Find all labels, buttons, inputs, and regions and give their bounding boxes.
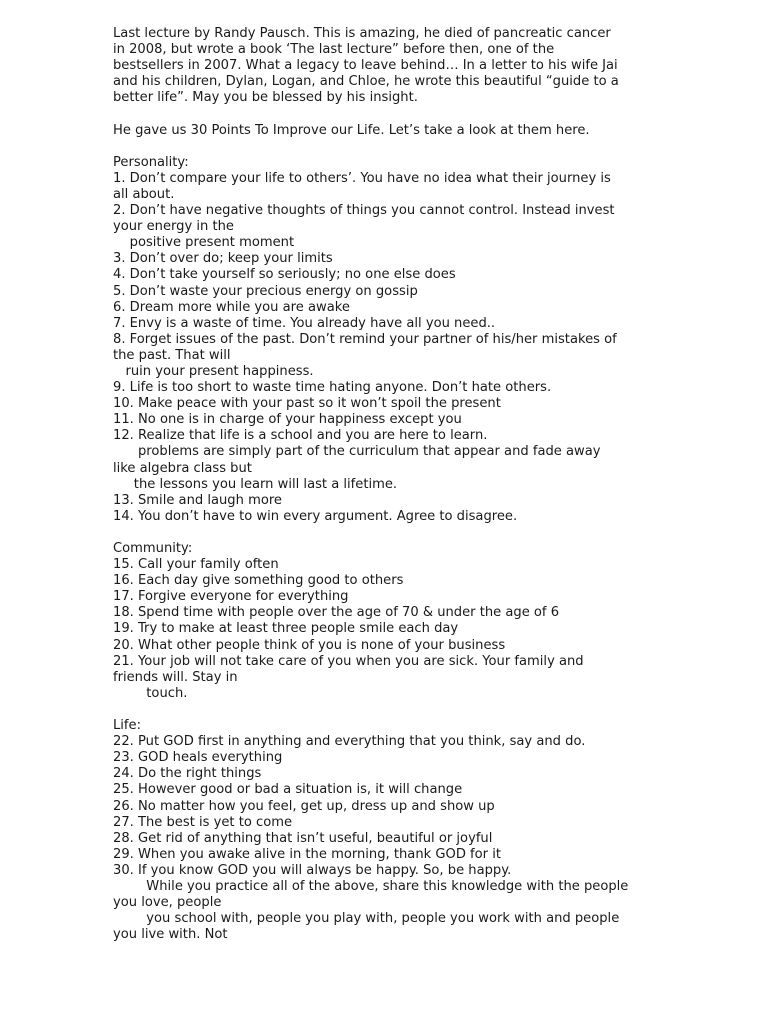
section-heading: Community: [113, 541, 193, 556]
list-item: 6. Dream more while you are awake [113, 299, 350, 315]
paragraph-gap [113, 106, 658, 122]
list-item: touch. [113, 685, 188, 701]
document-body [113, 26, 658, 943]
list-item: 1. Don’t compare your life to others’. You have no idea what their journey is [113, 170, 611, 186]
list-item: positive present moment [113, 235, 295, 251]
list-item: you school with, people you play with, people you work with and people [113, 911, 620, 927]
section-life [113, 718, 658, 943]
list-item: 10. Make peace with your past so it won’t spoil the present [113, 396, 501, 412]
list-item: friends will. Stay in [113, 669, 238, 685]
list-item: 17. Forgive everyone for everything [113, 589, 349, 605]
intro-line: better life”. May you be blessed by his insight. [113, 90, 418, 106]
list-item: like algebra class but [113, 460, 252, 476]
section-heading: Personality: [113, 154, 189, 170]
list-item: While you practice all of the above, share this knowledge with the people [113, 878, 629, 894]
intro-line: Last lecture by Randy Pausch. This is amazing, he died of pancreatic cancer [113, 26, 611, 41]
list-item: 23. GOD heals everything [113, 750, 283, 766]
list-item: 30. If you know GOD you will always be happy. So, be happy. [113, 862, 512, 878]
list-item: 28. Get rid of anything that isn’t useful, beautiful or joyful [113, 830, 493, 846]
list-item: 5. Don’t waste your precious energy on gossip [113, 283, 418, 299]
intro-line: bestsellers in 2007. What a legacy to leave behind… In a letter to his wife Jai [113, 58, 618, 74]
list-item: 2. Don’t have negative thoughts of things you cannot control. Instead invest [113, 203, 615, 219]
list-item: 14. You don’t have to win every argument. Agree to disagree. [113, 508, 518, 524]
paragraph-gap [113, 702, 658, 718]
list-item: 19. Try to make at least three people smile each day [113, 621, 459, 637]
list-item: 25. However good or bad a situation is, it will change [113, 782, 463, 798]
section-personality [113, 155, 658, 525]
list-item: you love, people [113, 895, 222, 911]
list-item: 7. Envy is a waste of time. You already have all you need.. [113, 315, 496, 331]
list-item: the lessons you learn will last a lifetime. [113, 476, 398, 492]
list-item: 24. Do the right things [113, 766, 262, 782]
list-item: you live with. Not [113, 927, 228, 943]
list-item: 16. Each day give something good to others [113, 573, 404, 589]
list-item: 11. No one is in charge of your happiness except you [113, 412, 462, 428]
lead-sentence: He gave us 30 Points To Improve our Life. Let’s take a look at them here. [113, 122, 590, 138]
paragraph-gap [113, 525, 658, 541]
intro-line: in 2008, but wrote a book ‘The last lecture” before then, one of the [113, 42, 555, 58]
list-item: ruin your present happiness. [113, 363, 314, 379]
list-item: 29. When you awake alive in the morning, thank GOD for it [113, 846, 501, 862]
list-item: 13. Smile and laugh more [113, 492, 282, 508]
list-item: 22. Put GOD first in anything and everything that you think, say and do. [113, 734, 586, 750]
paragraph-gap [113, 139, 658, 155]
section-community [113, 541, 658, 702]
list-item: 3. Don’t over do; keep your limits [113, 251, 333, 267]
list-item: 8. Forget issues of the past. Don’t remind your partner of his/her mistakes of [113, 331, 617, 347]
list-item: 27. The best is yet to come [113, 814, 293, 830]
intro-paragraph [113, 26, 658, 106]
list-item: 26. No matter how you feel, get up, dress up and show up [113, 798, 495, 814]
list-item: 21. Your job will not take care of you when you are sick. Your family and [113, 653, 584, 669]
list-item: problems are simply part of the curriculum that appear and fade away [113, 444, 601, 460]
list-item: 4. Don’t take yourself so seriously; no one else does [113, 267, 456, 283]
list-item: 18. Spend time with people over the age of 70 & under the age of 6 [113, 605, 560, 621]
section-heading: Life: [113, 718, 142, 734]
list-item: 15. Call your family often [113, 557, 279, 573]
list-item: 20. What other people think of you is none of your business [113, 637, 506, 653]
intro-line: and his children, Dylan, Logan, and Chloe, he wrote this beautiful “guide to a [113, 74, 619, 90]
list-item: your energy in the [113, 219, 234, 235]
list-item: all about. [113, 186, 175, 202]
list-item: 12. Realize that life is a school and you are here to learn. [113, 428, 488, 444]
list-item: 9. Life is too short to waste time hating anyone. Don’t hate others. [113, 380, 552, 396]
list-item: the past. That will [113, 347, 231, 363]
